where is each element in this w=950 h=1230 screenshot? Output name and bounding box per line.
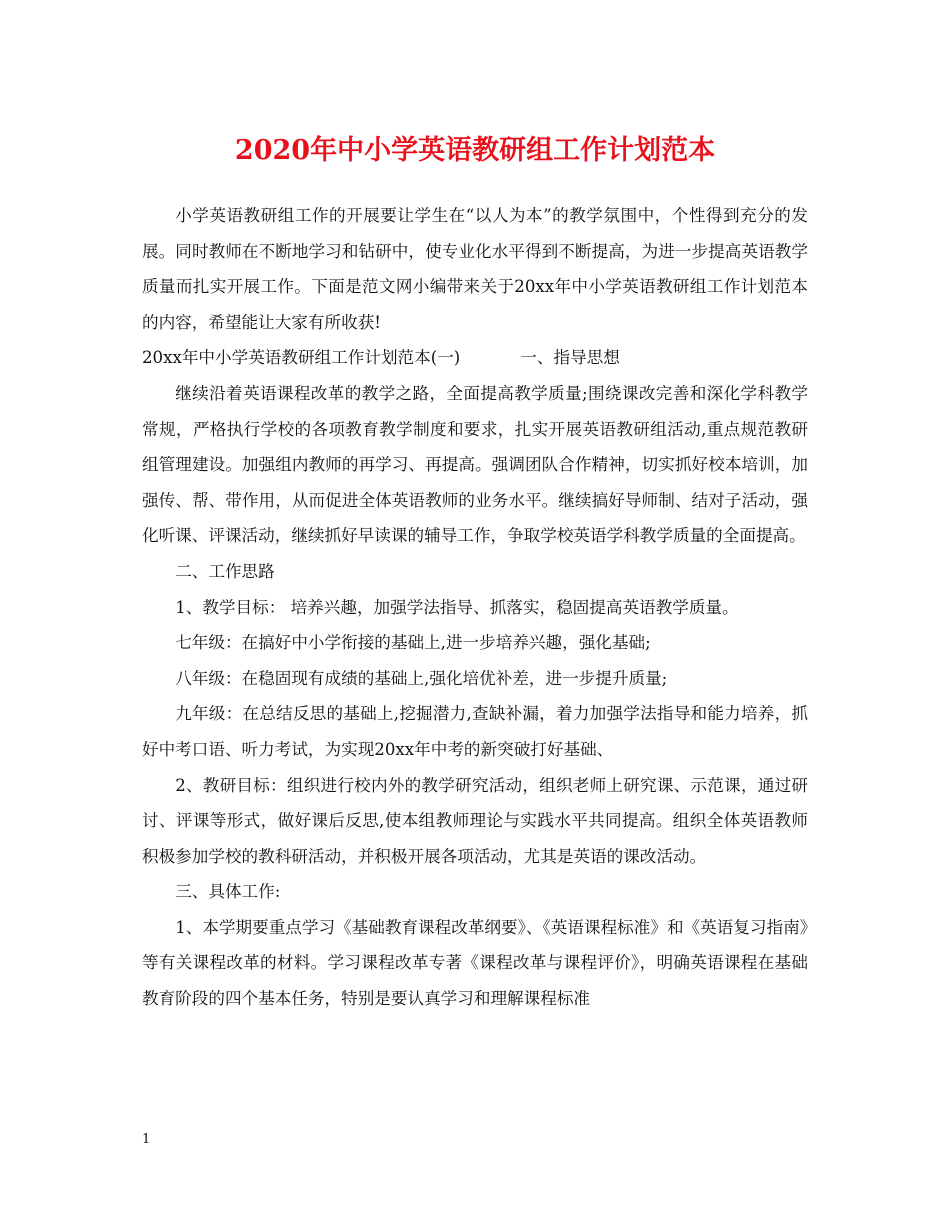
specific-work-heading: 三、具体工作: xyxy=(175,882,281,902)
page-number: 1 xyxy=(142,1132,151,1147)
teaching-goal-paragraph: 1、教学目标： 培养兴趣，加强学法指导、抓落实，稳固提高英语教学质量。 xyxy=(175,597,739,617)
grade-seven-paragraph: 七年级：在搞好中小学衔接的基础上,进一步培养兴趣，强化基础; xyxy=(175,633,651,653)
section-heading-title: 20xx年中小学英语教研组工作计划范本(一) xyxy=(142,348,461,368)
grade-eight-paragraph: 八年级：在稳固现有成绩的基础上,强化培优补差，进一步提升质量; xyxy=(175,668,668,688)
document-title: 2020年中小学英语教研组工作计划范本 xyxy=(234,135,716,166)
work-approach-heading: 二、工作思路 xyxy=(175,561,275,581)
section-heading-guiding-ideology: 一、指导思想 xyxy=(520,348,620,368)
research-goal-paragraph: 2、教研目标：组织进行校内外的教学研究活动，组织老师上研究课、示范课，通过研讨、评课等形式，做好课后反思,使本组教师理论与实践水平共同提高。组织全体英语教师积极参加学校的教科研活动，并积极开展各项活动，尤其是英语的课改活动。 xyxy=(142,775,808,866)
specific-work-item-1: 1、本学期要重点学习《基础教育课程改革纲要》、《英语课程标准》和《英语复习指南》等有关课程改革的材料。学习课程改革专著《课程改革与课程评价》，明确英语课程在基础教育阶段的四个基本任务，特别是要认真学习和理解课程标准 xyxy=(142,917,808,1009)
guiding-ideology-paragraph: 继续沿着英语课程改革的教学之路，全面提高教学质量;围绕课改完善和深化学科教学常规，严格执行学校的各项教育教学制度和要求，扎实开展英语教研组活动,重点规范教研组管理建设。加强组内教师的再学习、再提高。强调团队合作精神，切实抓好校本培训，加强传、帮、带作用，从而促进全体英语教师的业务水平。继续搞好导师制、结对子活动，强化听课、评课活动，继续抓好早读课的辅导工作，争取学校英语学科教学质量的全面提高。 xyxy=(142,383,808,546)
document-body xyxy=(142,198,808,1017)
intro-paragraph: 小学英语教研组工作的开展要让学生在“以人为本”的教学氛围中，个性得到充分的发展。同时教师在不断地学习和钻研中，使专业化水平得到不断提高，为进一步提高英语教学质量而扎实开展工作。下面是范文网小编带来关于20xx年中小学英语教研组工作计划范本的内容，希望能让大家有所收获! xyxy=(142,206,808,332)
section-heading-line xyxy=(142,340,808,376)
grade-nine-paragraph: 九年级：在总结反思的基础上,挖掘潜力,查缺补漏，着力加强学法指导和能力培养，抓好中考口语、听力考试，为实现20xx年中考的新突破打好基础、 xyxy=(142,704,808,759)
